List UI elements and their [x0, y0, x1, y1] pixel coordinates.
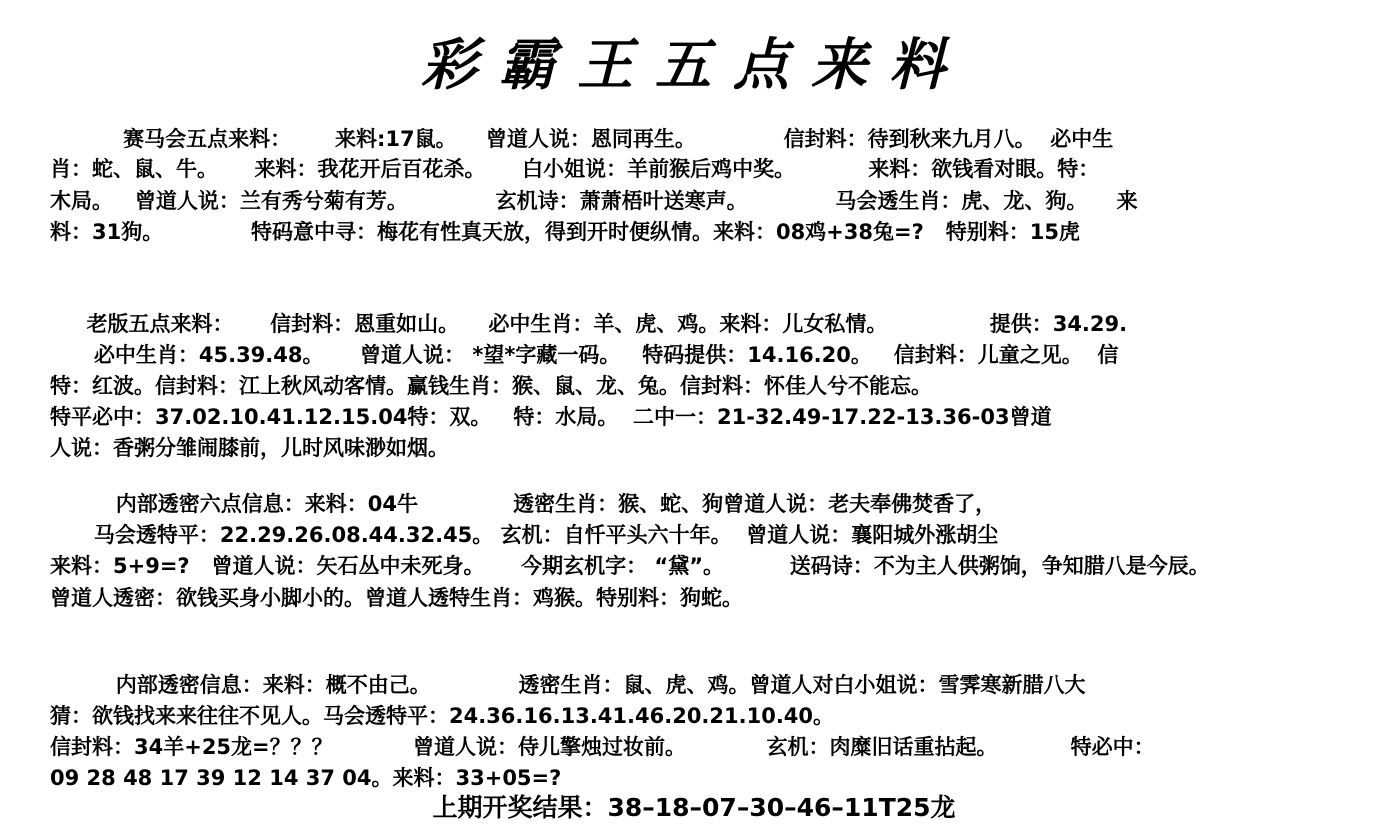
text-line: 赛马会五点来料： 来料:17鼠。 曾道人说：恩同再生。 信封料：待到秋来九月八。 必中生	[50, 127, 1114, 151]
text-line: 必中生肖：45.39.48。 曾道人说： *望*字藏一码。 特码提供：14.16.20。 信封料：儿童之见。 信	[50, 343, 1119, 367]
text-line: 老版五点来料： 信封料：恩重如山。 必中生肖：羊、虎、鸡。来料：儿女私情。 提供：34.29.	[50, 312, 1128, 336]
last-draw-result: 上期开奖结果：38–18–07–30–46–11T25龙	[432, 793, 956, 822]
text-line: 料：31狗。 特码意中寻：梅花有性真天放，得到开时便纵情。来料：08鸡+38兔=? 特别料：15虎	[50, 220, 1080, 244]
text-line: 信封料：34羊+25龙=？？？ 曾道人说：侍儿擎烛过妆前。 玄机：肉糜旧话重拈起。 特必中：	[50, 735, 1155, 759]
text-line: 特：红波。信封料：江上秋风动客情。赢钱生肖：猴、鼠、龙、兔。信封料：怀佳人兮不能忘。	[50, 374, 932, 398]
text-line: 特平必中：37.02.10.41.12.15.04特：双。 特：水局。 二中一：21-32.49-17.22-13.36-03曾道	[50, 405, 1052, 429]
text-line: 人说：香粥分雏闹膝前，儿时风味渺如烟。	[50, 436, 449, 460]
text-line: 内部透密六点信息：来料：04牛 透密生肖：猴、蛇、狗曾道人说：老夫奉佛焚香了，	[50, 492, 997, 516]
text-line: 猜：欲钱找来来往往不见人。马会透特平：24.36.16.13.41.46.20.21.10.40。	[50, 704, 835, 728]
text-line: 木局。 曾道人说：兰有秀兮菊有芳。 玄机诗：萧萧梧叶送寒声。 马会透生肖：虎、龙、狗。 来	[50, 189, 1138, 213]
page-title: 彩霸王五点来料	[421, 32, 967, 98]
text-line: 曾道人透密：欲钱买身小脚小的。曾道人透特生肖：鸡猴。特别料：狗蛇。	[50, 586, 743, 610]
text-line: 内部透密信息：来料：概不由己。 透密生肖：鼠、虎、鸡。曾道人对白小姐说：雪霁寒新腊八大	[50, 673, 1086, 697]
text-line: 马会透特平：22.29.26.08.44.32.45。 玄机：自忏平头六十年。 曾道人说：襄阳城外涨胡尘	[50, 523, 999, 547]
text-line: 肖：蛇、鼠、牛。 来料：我花开后百花杀。 白小姐说：羊前猴后鸡中奖。 来料：欲钱看对眼。特：	[50, 157, 1100, 181]
text-line: 来料：5+9=? 曾道人说：矢石丛中未死身。 今期玄机字： “黛”。 送码诗：不为主人供粥饷，争知腊八是今辰。	[50, 554, 1210, 578]
text-line: 09 28 48 17 39 12 14 37 04。来料：33+05=?	[50, 766, 562, 790]
